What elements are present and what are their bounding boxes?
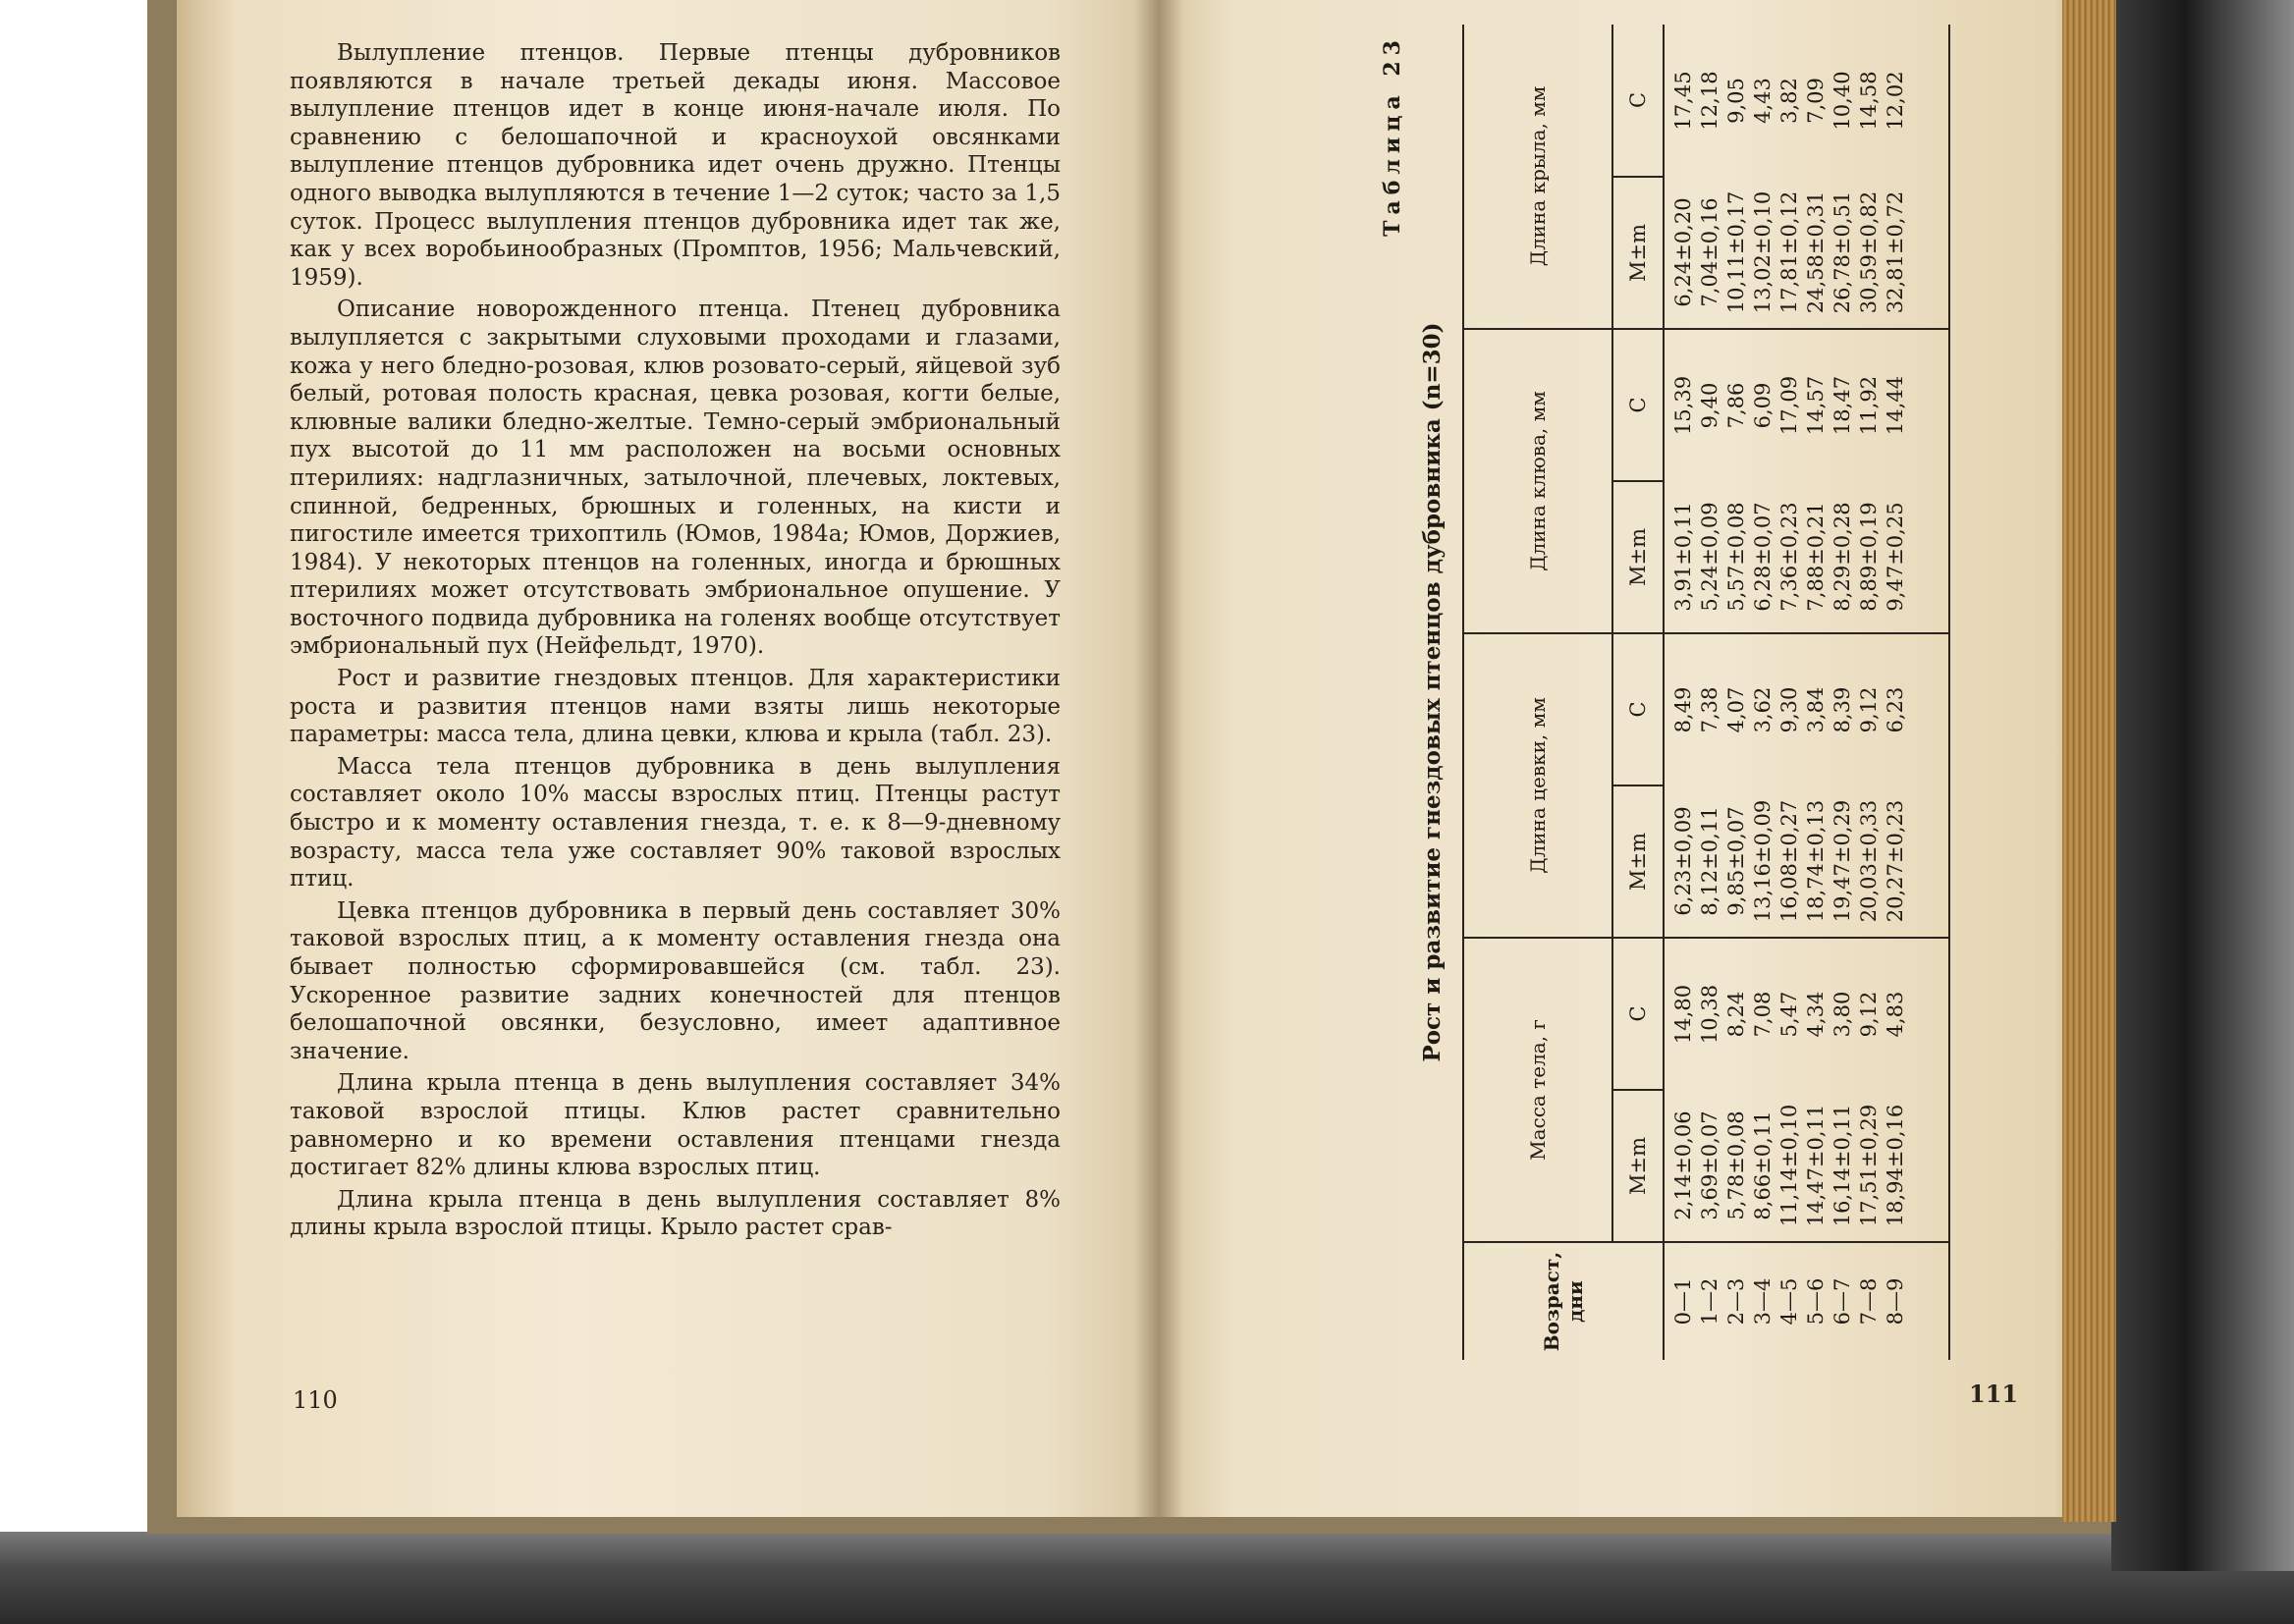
cell-wing-cv: 12,02 <box>1883 25 1949 177</box>
cell-mass-mean: 5,78±0,08 <box>1723 1090 1750 1242</box>
subheader-mean: M±m <box>1612 1090 1664 1242</box>
cell-tarsus-mean: 9,85±0,07 <box>1723 785 1750 938</box>
paragraph-hatching: Вылупление птенцов. Первые птенцы дубровников появляются в начале третьей декады июня. Массовое вылупление птенцов идет в конце июня-начале июля. По сравнению с белошапочной и красноухой овсянками вылупление птенцов дубровника идет очень дружно. Птенцы одного выводка вылупляются в течение 1—2 суток; часто за 1,5 суток. Процесс вылупления птенцов дубровника идет так же, как у всех воробьинообразных (Промптов, 1956; Мальчевский, 1959). <box>290 40 1061 291</box>
table-row <box>1750 25 1776 1360</box>
table-row <box>1723 25 1750 1360</box>
header-beak-length: Длина клюва, мм <box>1463 329 1612 633</box>
cell-beak-cv: 17,09 <box>1777 375 1801 436</box>
cell-beak-cv: 7,86 <box>1724 382 1748 429</box>
table-row <box>1830 25 1856 1360</box>
cell-age: 3—4 <box>1751 1277 1775 1326</box>
cell-wing-cv: 12,18 <box>1698 71 1721 131</box>
header-age: Возраст, дни <box>1463 1242 1664 1360</box>
cell-tarsus-cv: 4,07 <box>1724 686 1748 733</box>
cell-age: 8—9 <box>1883 1242 1949 1360</box>
cell-mass-cv: 14,80 <box>1671 984 1695 1045</box>
page-edges <box>2062 0 2116 1522</box>
subheader-cv: C <box>1612 938 1664 1090</box>
table-label: Таблица 23 <box>1380 34 1405 237</box>
rotated-table-block <box>1380 25 1939 1360</box>
cell-beak-mean: 5,57±0,08 <box>1723 481 1750 633</box>
cell-age: 4—5 <box>1777 1277 1801 1326</box>
cell-wing-cv: 3,82 <box>1777 78 1801 124</box>
cell-wing-mean: 17,81±0,12 <box>1776 177 1803 329</box>
cell-tarsus-mean: 8,12±0,11 <box>1697 785 1723 938</box>
cell-tarsus-mean: 18,74±0,13 <box>1803 785 1830 938</box>
subheader-cv: C <box>1612 329 1664 481</box>
cell-beak-mean: 5,24±0,09 <box>1697 481 1723 633</box>
cell-wing-mean: 24,58±0,31 <box>1803 177 1830 329</box>
cell-age: 6—7 <box>1830 1277 1854 1326</box>
cell-age: 7—8 <box>1857 1277 1881 1326</box>
growth-table <box>1462 25 1950 1360</box>
cell-mass-cv: 3,80 <box>1830 991 1854 1038</box>
cell-mass-cv: 8,24 <box>1724 991 1748 1038</box>
cell-beak-cv: 14,44 <box>1883 329 1949 481</box>
subheader-mean: M±m <box>1612 177 1664 329</box>
header-body-mass: Масса тела, г <box>1463 938 1612 1242</box>
cell-wing-cv: 4,43 <box>1751 78 1775 124</box>
table-surface-shadow <box>0 1532 2294 1624</box>
paragraph-beak: Длина крыла птенца в день вылупления составляет 34% таковой взрослой птицы. Клюв растет сравнительно равномерно и ко времени оставления птенцами гнезда достигает 82% длины клюва взрослых птиц. <box>290 1070 1061 1181</box>
cell-mass-cv: 9,12 <box>1857 991 1881 1038</box>
page-number-left: 110 <box>293 1386 338 1414</box>
cell-mass-cv: 5,47 <box>1777 991 1801 1038</box>
cell-mass-cv: 7,08 <box>1751 991 1775 1038</box>
cell-beak-mean: 3,91±0,11 <box>1664 481 1697 633</box>
cell-tarsus-cv: 3,84 <box>1804 686 1828 733</box>
cell-wing-mean: 10,11±0,17 <box>1723 177 1750 329</box>
table-row <box>1856 25 1883 1360</box>
subheader-cv: C <box>1612 25 1664 177</box>
cell-beak-cv: 6,09 <box>1751 382 1775 429</box>
paragraph-tarsus: Цевка птенцов дубровника в первый день составляет 30% таковой взрослых птиц, а к моменту оставления гнезда она бывает полностью сформировавшейся (см. табл. 23). Ускоренное развитие задних конечностей для птенцов белошапочной овсянки, безусловно, имеет адаптивное значение. <box>290 897 1061 1064</box>
cell-tarsus-mean: 6,23±0,09 <box>1664 785 1697 938</box>
cell-age: 5—6 <box>1804 1277 1828 1326</box>
table-row <box>1883 25 1949 1360</box>
cell-tarsus-cv: 8,49 <box>1671 686 1695 733</box>
table-row <box>1776 25 1803 1360</box>
cell-wing-mean: 32,81±0,72 <box>1883 177 1949 329</box>
cell-mass-mean: 14,47±0,11 <box>1803 1090 1830 1242</box>
cell-tarsus-cv: 6,23 <box>1883 633 1949 785</box>
paragraph-wing: Длина крыла птенца в день вылупления составляет 8% длины крыла взрослой птицы. Крыло растет срав- <box>290 1186 1061 1241</box>
cell-age: 2—3 <box>1724 1277 1748 1326</box>
header-tarsus-length: Длина цевки, мм <box>1463 633 1612 938</box>
cell-wing-cv: 7,09 <box>1804 78 1828 124</box>
cell-wing-cv: 17,45 <box>1671 71 1695 131</box>
subheader-cv: C <box>1612 633 1664 785</box>
cell-wing-mean: 6,24±0,20 <box>1664 177 1697 329</box>
paragraph-newborn-description: Описание новорожденного птенца. Птенец дубровника вылупляется с закрытыми слуховыми проходами и глазами, кожа у него бледно-розовая, клюв розовато-серый, яйцевой зуб белый, ротовая полость красная, цевка розовая, когти белые, клювные валики бледно-желтые. Темно-серый эмбриональный пух высотой до 11 мм расположен на восьми основных птерилиях: надглазничных, затылочной, плечевых, локтевых, спинной, бедренных, брюшных и голенных, на кисти и пигостиле имеется трихоптиль (Юмов, 1984а; Юмов, Доржиев, 1984). У некоторых птенцов на голенных, иногда и брюшных птерилиях может отсутствовать эмбриональное опушение. У восточного подвида дубровника на голенях вообще отсутствует эмбриональный пух (Нейфельдт, 1970). <box>290 297 1061 660</box>
table-title: Рост и развитие гнездовых птенцов дубровника (n=30) <box>1419 322 1446 1062</box>
cell-beak-mean: 8,89±0,19 <box>1856 481 1883 633</box>
cell-tarsus-mean: 13,16±0,09 <box>1750 785 1776 938</box>
cell-mass-mean: 8,66±0,11 <box>1750 1090 1776 1242</box>
cell-beak-mean: 7,88±0,21 <box>1803 481 1830 633</box>
book-gutter <box>1134 0 1183 1517</box>
cell-mass-mean: 2,14±0,06 <box>1664 1090 1697 1242</box>
subheader-mean: M±m <box>1612 481 1664 633</box>
cell-wing-mean: 7,04±0,16 <box>1697 177 1723 329</box>
cell-tarsus-mean: 19,47±0,29 <box>1830 785 1856 938</box>
cell-mass-cv: 4,83 <box>1883 938 1949 1090</box>
cell-age: 1—2 <box>1698 1277 1721 1326</box>
cell-beak-mean: 8,29±0,28 <box>1830 481 1856 633</box>
table-row <box>1664 25 1697 1360</box>
header-wing-length: Длина крыла, мм <box>1463 25 1612 329</box>
cell-tarsus-cv: 9,30 <box>1777 686 1801 733</box>
cell-beak-cv: 18,47 <box>1830 375 1854 436</box>
table-row <box>1803 25 1830 1360</box>
paragraph-body-mass: Масса тела птенцов дубровника в день вылупления составляет около 10% массы взрослых птиц. Птенцы растут быстро и к моменту оставления гнезда, т. е. к 8—9-дневному возрасту, масса тела уже составляет 90% таковой взрослых птиц. <box>290 753 1061 893</box>
cell-beak-mean: 7,36±0,23 <box>1776 481 1803 633</box>
cell-tarsus-cv: 7,38 <box>1698 686 1721 733</box>
cell-mass-cv: 4,34 <box>1804 991 1828 1038</box>
cell-beak-mean: 9,47±0,25 <box>1883 481 1949 633</box>
cell-wing-mean: 26,78±0,51 <box>1830 177 1856 329</box>
cell-beak-mean: 6,28±0,07 <box>1750 481 1776 633</box>
cell-mass-mean: 18,94±0,16 <box>1883 1090 1949 1242</box>
cell-beak-cv: 14,57 <box>1804 375 1828 436</box>
cell-wing-cv: 14,58 <box>1857 71 1881 131</box>
cell-tarsus-mean: 20,03±0,33 <box>1856 785 1883 938</box>
cell-mass-mean: 3,69±0,07 <box>1697 1090 1723 1242</box>
cell-wing-cv: 10,40 <box>1830 71 1854 131</box>
cell-beak-cv: 15,39 <box>1671 375 1695 436</box>
cell-tarsus-mean: 20,27±0,23 <box>1883 785 1949 938</box>
cell-wing-mean: 13,02±0,10 <box>1750 177 1776 329</box>
cell-tarsus-cv: 9,12 <box>1857 686 1881 733</box>
left-page-text <box>290 39 1061 1246</box>
cell-mass-mean: 16,14±0,11 <box>1830 1090 1856 1242</box>
cell-beak-cv: 11,92 <box>1857 375 1881 436</box>
cell-beak-cv: 9,40 <box>1698 382 1721 429</box>
cell-wing-cv: 9,05 <box>1724 78 1748 124</box>
cell-tarsus-cv: 8,39 <box>1830 686 1854 733</box>
cell-tarsus-cv: 3,62 <box>1751 686 1775 733</box>
cell-mass-mean: 17,51±0,29 <box>1856 1090 1883 1242</box>
cell-age: 0—1 <box>1671 1277 1695 1326</box>
table-row <box>1697 25 1723 1360</box>
cell-wing-mean: 30,59±0,82 <box>1856 177 1883 329</box>
cell-mass-mean: 11,14±0,10 <box>1776 1090 1803 1242</box>
cell-mass-cv: 10,38 <box>1698 984 1721 1045</box>
subheader-mean: M±m <box>1612 785 1664 938</box>
page-number-right: 111 <box>1969 1380 2019 1408</box>
paragraph-growth-intro: Рост и развитие гнездовых птенцов. Для характеристики роста и развития птенцов нами взяты лишь некоторые параметры: масса тела, длина цевки, клюва и крыла (табл. 23). <box>290 666 1061 748</box>
background-shadow <box>2111 0 2294 1571</box>
cell-tarsus-mean: 16,08±0,27 <box>1776 785 1803 938</box>
